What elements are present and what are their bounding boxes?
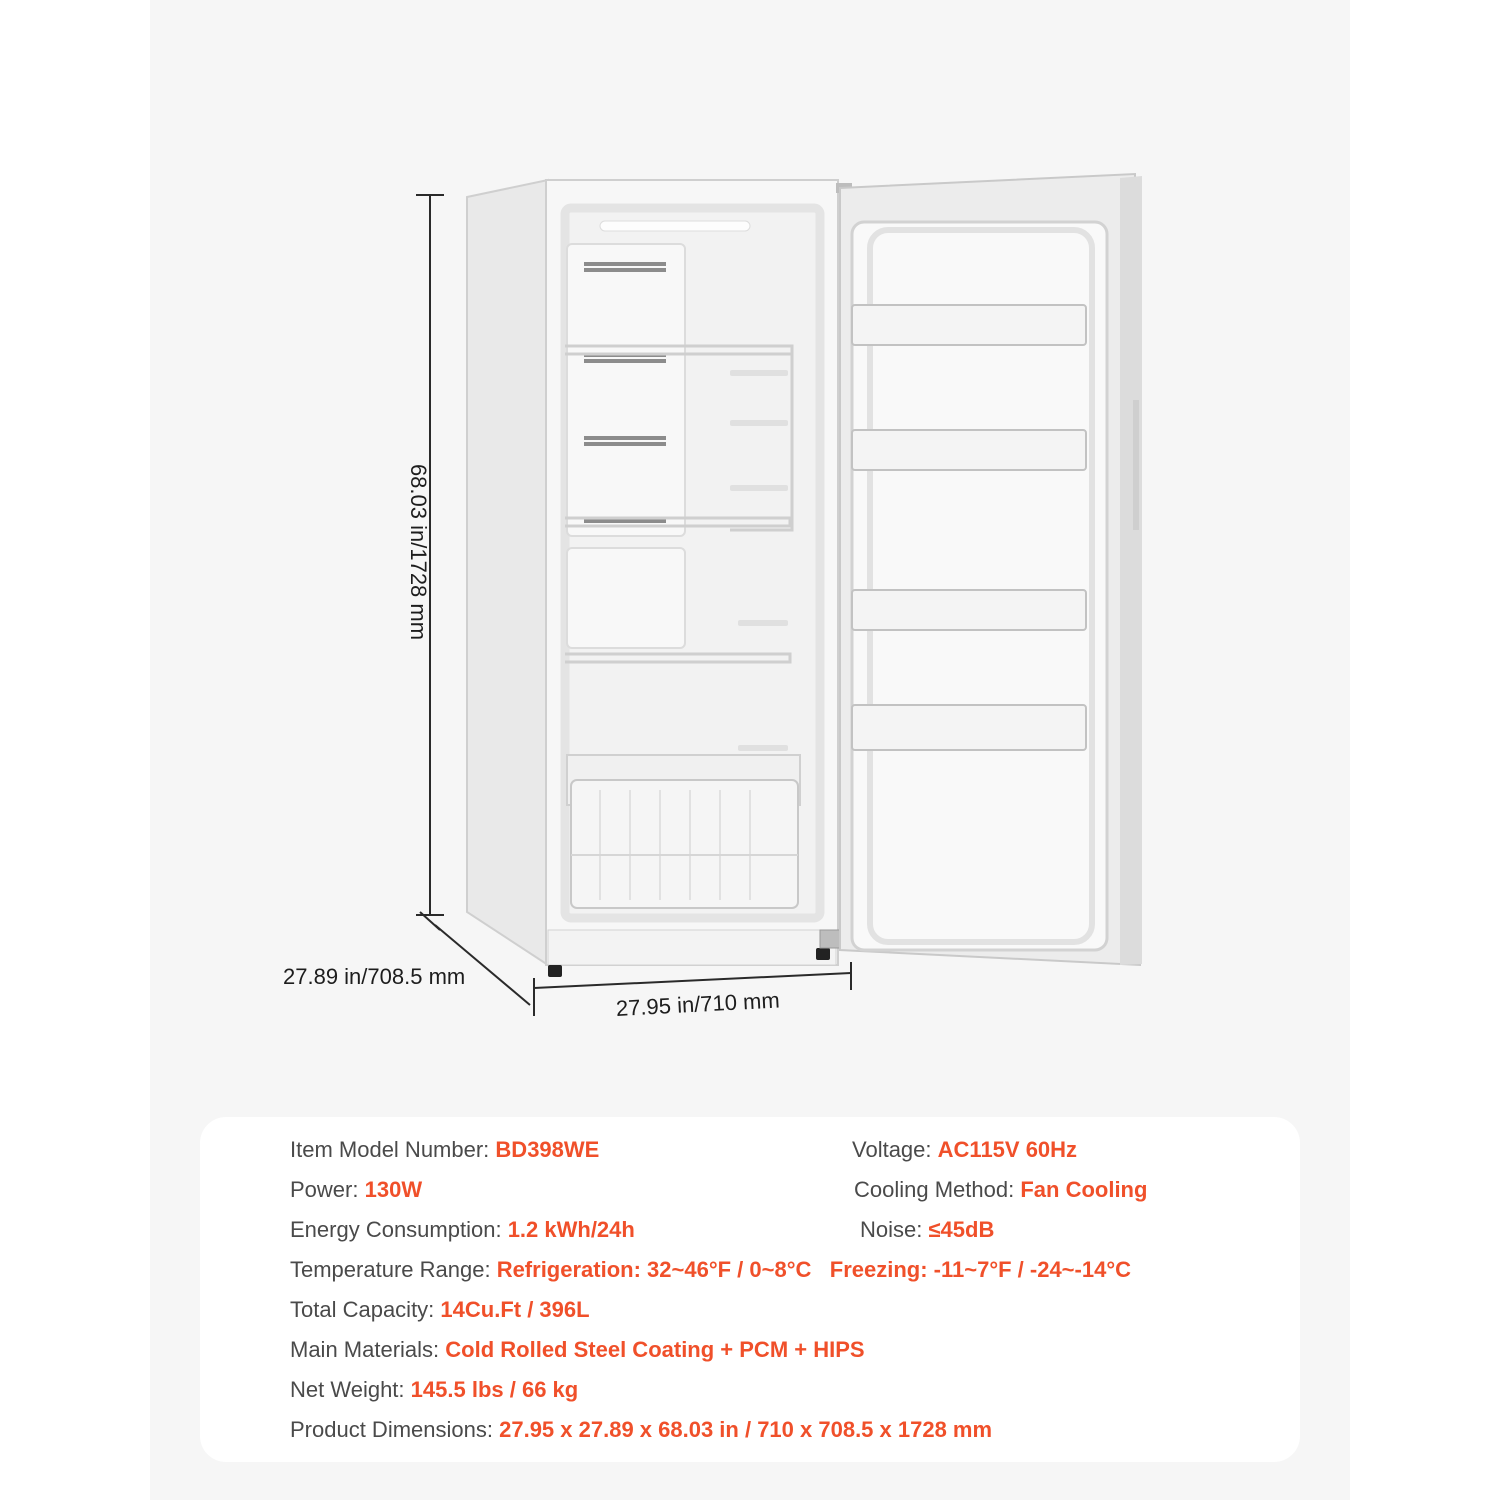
spec-noise-value: ≤45dB [928,1217,995,1242]
spec-energy-label: Energy Consumption: [290,1217,502,1242]
spec-power-label: Power: [290,1177,359,1202]
spec-dimensions [290,1417,992,1443]
spec-noise-label: Noise: [860,1217,923,1242]
spec-materials [290,1337,865,1363]
height-dimension-label: 68.03 in/1728 mm [406,463,431,641]
spec-voltage-label: Voltage: [852,1137,932,1162]
spec-weight-label: Net Weight: [290,1377,405,1402]
spec-dimensions-value: 27.95 x 27.89 x 68.03 in / 710 x 708.5 x 1728 mm [499,1417,993,1442]
spec-capacity [290,1297,590,1323]
spec-temperature-label: Temperature Range: [290,1257,491,1282]
spec-model-label: Item Model Number: [290,1137,490,1162]
spec-dimensions-label: Product Dimensions: [290,1417,493,1442]
spec-voltage [852,1137,1077,1163]
specifications-card [200,1117,1300,1462]
spec-energy [290,1217,635,1243]
spec-cooling [854,1177,1147,1203]
spec-cooling-value: Fan Cooling [1020,1177,1148,1202]
spec-weight [290,1377,578,1403]
depth-dimension-label: 27.89 in/708.5 mm [283,964,466,989]
spec-temperature-refrigeration: Refrigeration: 32~46°F / 0~8°C [496,1257,812,1282]
spec-capacity-label: Total Capacity: [290,1297,435,1322]
spec-energy-value: 1.2 kWh/24h [507,1217,635,1242]
spec-materials-value: Cold Rolled Steel Coating + PCM + HIPS [445,1337,865,1362]
spec-model [290,1137,599,1163]
spec-temperature [290,1257,1131,1283]
spec-temperature-freezing: Freezing: -11~7°F / -24~-14°C [829,1257,1132,1282]
spec-materials-label: Main Materials: [290,1337,440,1362]
spec-cooling-label: Cooling Method: [854,1177,1015,1202]
spec-voltage-value: AC115V 60Hz [937,1137,1078,1162]
spec-weight-value: 145.5 lbs / 66 kg [410,1377,579,1402]
spec-capacity-value: 14Cu.Ft / 396L [440,1297,590,1322]
spec-power-value: 130W [364,1177,423,1202]
spec-noise [860,1217,994,1243]
width-dimension-label: 27.95 in/710 mm [615,987,781,1021]
spec-model-value: BD398WE [495,1137,600,1162]
spec-power [290,1177,422,1203]
